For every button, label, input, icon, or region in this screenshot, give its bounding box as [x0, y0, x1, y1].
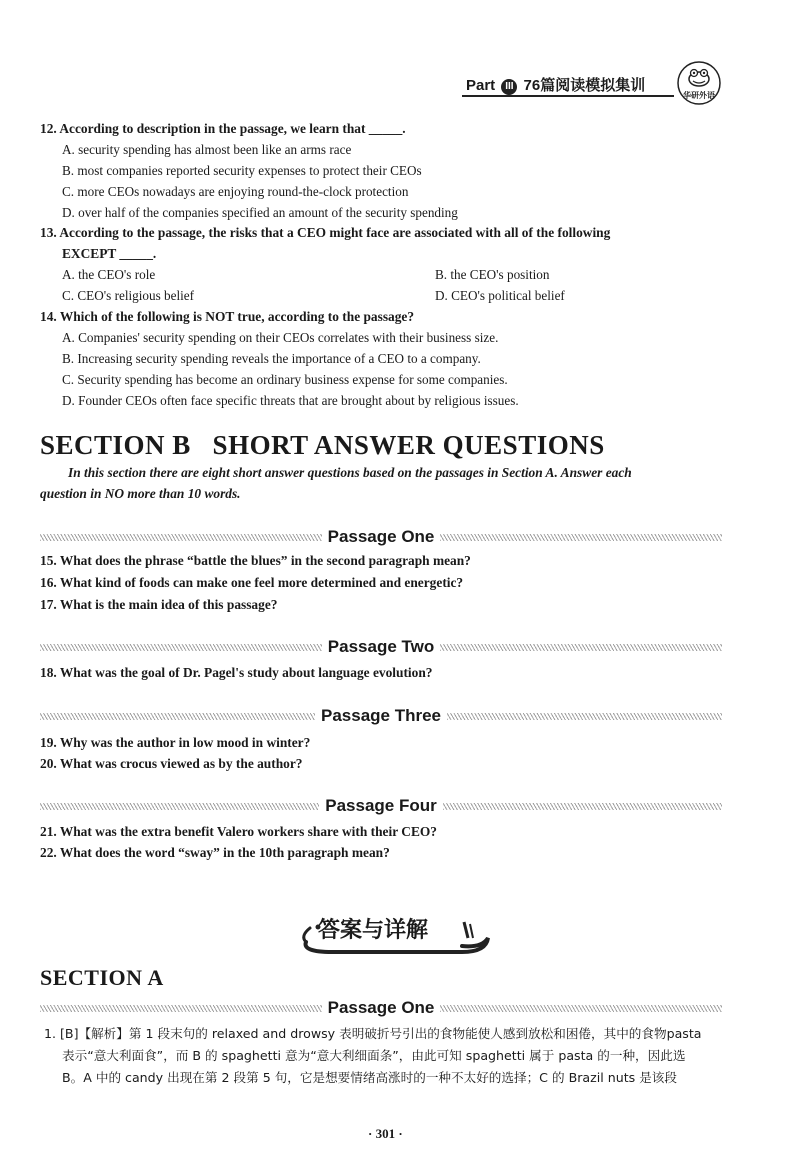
q14-option-a: A. Companies' security spending on their CEOs correlates with their business size. — [62, 330, 499, 345]
passage-title: Passage Four — [325, 796, 437, 815]
q13-option-a: A. the CEO's role — [62, 267, 156, 282]
header-title: 76篇阅读模拟集训 — [523, 77, 646, 94]
section-a-title: SECTION A — [40, 965, 164, 990]
question-16: 16. What kind of foods can make one feel more determined and energetic? — [40, 575, 464, 590]
hatch-rule — [447, 713, 722, 720]
passage-two-header — [40, 636, 722, 658]
hatch-rule — [40, 803, 319, 810]
header-part: Part — [466, 77, 496, 94]
q12-option-b: B. most companies reported security expenses to protect their CEOs — [62, 163, 422, 178]
passage-title: Passage One — [327, 998, 435, 1017]
q12-option-c: C. more CEOs nowadays are enjoying round-the-clock protection — [62, 184, 409, 199]
answer-line-1: 1. [B]【解析】第 1 段末句的 relaxed and drowsy 表明破折号引出的食物能使人感到放松和困倦，其中的食物pasta — [44, 1026, 702, 1041]
hatch-rule — [40, 1005, 322, 1012]
question-12: 12. According to description in the passage, we learn that _____. — [40, 121, 406, 136]
question-18: 18. What was the goal of Dr. Pagel's study about language evolution? — [40, 665, 433, 680]
question-17: 17. What is the main idea of this passage? — [40, 597, 278, 612]
q14-option-d: D. Founder CEOs often face specific threats that are brought about by religious issues. — [62, 393, 519, 408]
hatch-rule — [440, 1005, 722, 1012]
passage-title: Passage Three — [321, 706, 442, 725]
hatch-rule — [40, 644, 322, 651]
q14-option-b: B. Increasing security spending reveals the importance of a CEO to a company. — [62, 351, 481, 366]
question-13: 13. According to the passage, the risks that a CEO might face are associated with all of the following — [40, 225, 611, 240]
part-number-badge: III — [501, 79, 517, 95]
answer-line-2: 表示“意大利面食”，而 B 的 spaghetti 意为“意大利细面条”，由此可知 spaghetti 属于 pasta 的一种，因此选 — [62, 1048, 686, 1063]
passage-title: Passage One — [327, 527, 435, 546]
answer-line-3: B。A 中的 candy 出现在第 2 段第 5 句，它是想要情绪高涨时的一种不太好的选择；C 的 Brazil nuts 是该段 — [62, 1070, 677, 1085]
q14-option-c: C. Security spending has become an ordinary business expense for some companies. — [62, 372, 508, 387]
page-number: · 301 · — [368, 1126, 403, 1141]
question-19: 19. Why was the author in low mood in winter? — [40, 735, 311, 750]
hatch-rule — [40, 713, 315, 720]
question-20: 20. What was crocus viewed as by the author? — [40, 756, 303, 771]
q13-option-b: B. the CEO's position — [435, 267, 550, 282]
q13-option-c: C. CEO's religious belief — [62, 288, 195, 303]
answer-passage-one-header — [40, 997, 722, 1019]
question-21: 21. What was the extra benefit Valero workers share with their CEO? — [40, 824, 437, 839]
passage-three-header — [40, 705, 722, 727]
passage-one-header — [40, 526, 722, 548]
q13-option-d: D. CEO's political belief — [435, 288, 565, 303]
answers-banner-text: 答案与详解 — [318, 918, 429, 943]
hatch-rule — [440, 534, 722, 541]
frog-logo-icon — [676, 60, 722, 106]
running-header — [466, 74, 645, 95]
logo-text: 华研外语 — [683, 91, 715, 100]
question-15: 15. What does the phrase “battle the blues” in the second paragraph mean? — [40, 553, 471, 568]
header-rule — [462, 95, 674, 97]
question-14: 14. Which of the following is NOT true, according to the passage? — [40, 309, 415, 324]
hatch-rule — [443, 803, 722, 810]
question-13-cont: EXCEPT _____. — [62, 246, 157, 261]
hatch-rule — [40, 534, 322, 541]
q12-option-a: A. security spending has almost been like an arms race — [62, 142, 352, 157]
section-b-instruction-cont: question in NO more than 10 words. — [40, 486, 241, 501]
section-b-instruction: In this section there are eight short answer questions based on the passages in Section A. Answer each — [68, 465, 632, 480]
q12-option-d: D. over half of the companies specified an amount of the security spending — [62, 205, 458, 220]
passage-title: Passage Two — [327, 637, 435, 656]
section-b-title: SECTION B SHORT ANSWER QUESTIONS — [40, 430, 605, 460]
hatch-rule — [440, 644, 722, 651]
question-22: 22. What does the word “sway” in the 10th paragraph mean? — [40, 845, 390, 860]
passage-four-header — [40, 795, 722, 817]
publisher-logo — [676, 60, 722, 106]
